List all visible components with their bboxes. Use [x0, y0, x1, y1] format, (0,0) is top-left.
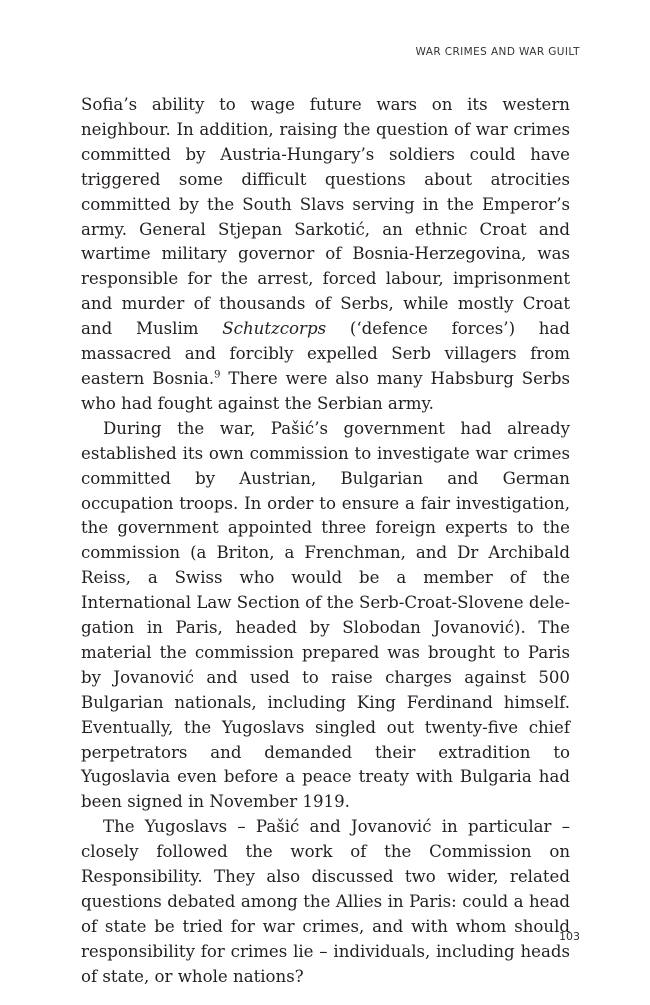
footnote-reference: 9 [214, 369, 221, 381]
paragraph-3: The Yugoslavs – Pašić and Jovanović in particular – closely followed the work of the Commission on Responsibility. They also discussed two wider, related questions debated among the Allies in Paris: could a head of state be tried for war crimes, and with whom should responsibility for crimes lie – individuals, including heads of state, or whole nations? [81, 817, 570, 986]
running-head: WAR CRIMES AND WAR GUILT [415, 46, 580, 58]
paragraph-1-text-end: There were also many Habsburg Serbs who had fought against the Serbian army. [81, 368, 570, 413]
body-text [81, 93, 570, 990]
italic-term: Schutzcorps [222, 319, 327, 339]
paragraph-1-text-continued: (‘defence forces’) had massacred and forcibly expelled Serb villagers from eastern Bosnia. [81, 319, 571, 388]
paragraph-2: During the war, Pašić’s government had already established its own commission to investigate war crimes committed by Austrian, Bulgarian and German occupation troops. In order to ensure a fair investigation, the government appointed three foreign experts to the commission (a Briton, a Frenchman, and Dr Archibald Reiss, a Swiss who would be a member of the International Law Section of the Serb-Croat-Slovene delegation in Paris, headed by Slobodan Jovanović). The material the commission prepared was brought to Paris by Jovanović and used to raise charges against 500 Bulgarian nationals, including King Ferdinand himself. Eventually, the Yugoslavs singled out twenty-five chief perpetrators and demanded their extradition to Yugoslavia even before a peace treaty with Bulgaria had been signed in November 1919. [81, 418, 570, 812]
page-number: 103 [559, 930, 580, 943]
paragraph-1 [81, 93, 570, 417]
paragraph-1-text: Sofia’s ability to wage future wars on its western neighbour. In addition, raising the question of war crimes committed by Austria-Hungary’s soldiers could have triggered some difficult questions about atrocities committed by the South Slavs serving in the Emperor’s army. General Stjepan Sarkotić, an ethnic Croat and wartime military governor of Bosnia-Herzegovina, was responsible for the arrest, forced labour, imprisonment and murder of thousands of Serbs, while mostly Croat and Muslim [81, 95, 570, 339]
